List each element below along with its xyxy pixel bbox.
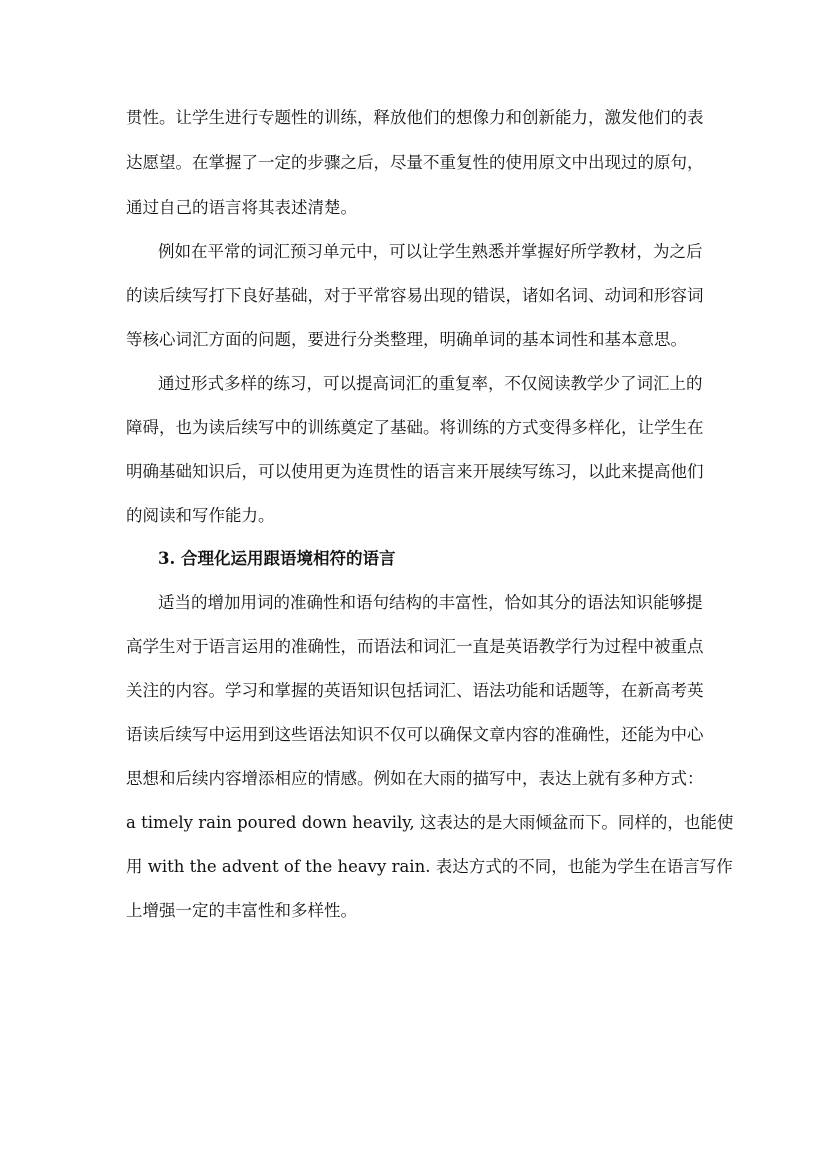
- section-heading: 3. 合理化运用跟语境相符的语言: [158, 549, 396, 568]
- paragraph-3-line-2: 障碍，也为读后续写中的训练奠定了基础。将训练的方式变得多样化，让学生在: [126, 418, 704, 437]
- paragraph-4-line-8: 上增强一定的丰富性和多样性。: [126, 901, 357, 920]
- paragraph-4-line-6: a timely rain poured down heavily, 这表达的是大雨倾盆而下。同样的，也能使: [126, 813, 734, 832]
- paragraph-3-line-3: 明确基础知识后，可以使用更为连贯性的语言来开展续写练习，以此来提高他们: [126, 462, 704, 481]
- paragraph-3-line-4: 的阅读和写作能力。: [126, 506, 275, 525]
- paragraph-2-line-1: 例如在平常的词汇预习单元中，可以让学生熟悉并掌握好所学教材，为之后: [158, 242, 703, 261]
- paragraph-4-line-5: 思想和后续内容增添相应的情感。例如在大雨的描写中，表达上就有多种方式：: [126, 769, 704, 788]
- paragraph-3-line-1: 通过形式多样的练习，可以提高词汇的重复率，不仅阅读教学少了词汇上的: [158, 374, 703, 393]
- paragraph-2-line-3: 等核心词汇方面的问题，要进行分类整理，明确单词的基本词性和基本意思。: [126, 330, 687, 349]
- paragraph-4-line-1: 适当的增加用词的准确性和语句结构的丰富性，恰如其分的语法知识能够提: [158, 593, 703, 612]
- paragraph-1-line-1: 贯性。让学生进行专题性的训练，释放他们的想像力和创新能力，激发他们的表: [126, 108, 704, 127]
- paragraph-4-line-4: 语读后续写中运用到这些语法知识不仅可以确保文章内容的准确性，还能为中心: [126, 725, 704, 744]
- paragraph-1-line-3: 通过自己的语言将其表述清楚。: [126, 198, 357, 217]
- paragraph-1-line-2: 达愿望。在掌握了一定的步骤之后，尽量不重复性的使用原文中出现过的原句，: [126, 153, 704, 172]
- paragraph-4-line-2: 高学生对于语言运用的准确性，而语法和词汇一直是英语教学行为过程中被重点: [126, 637, 704, 656]
- paragraph-4-line-7: 用 with the advent of the heavy rain. 表达方式的不同，也能为学生在语言写作: [126, 857, 733, 876]
- paragraph-4-line-3: 关注的内容。学习和掌握的英语知识包括词汇、语法功能和话题等，在新高考英: [126, 681, 704, 700]
- paragraph-2-line-2: 的读后续写打下良好基础，对于平常容易出现的错误，诸如名词、动词和形容词: [126, 286, 704, 305]
